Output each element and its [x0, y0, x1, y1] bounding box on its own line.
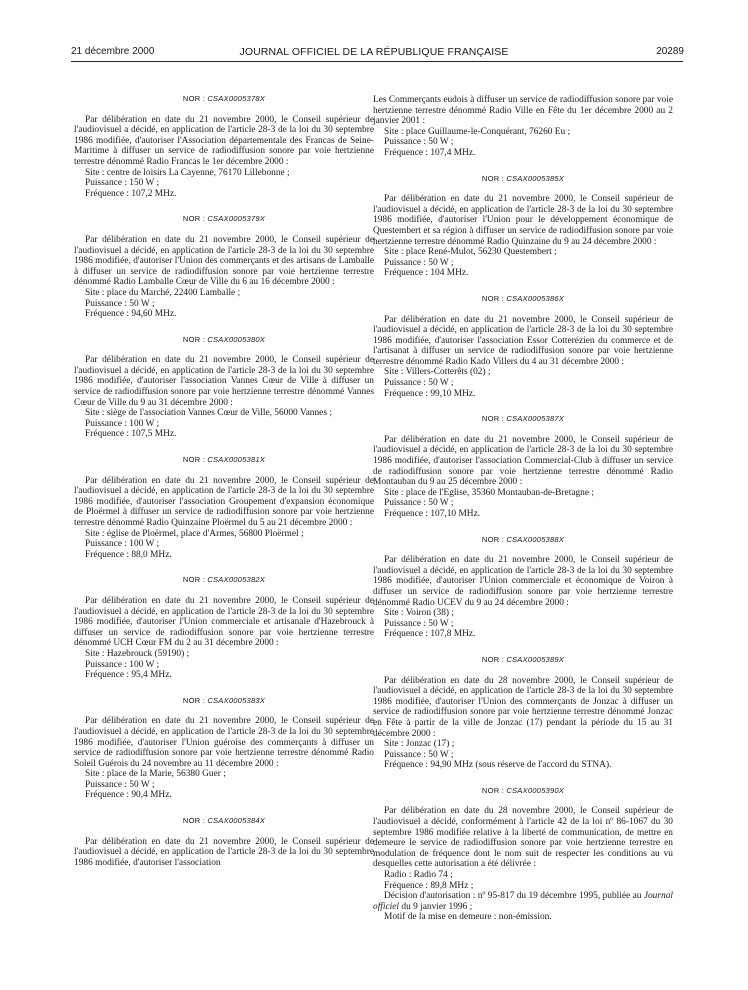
nor-label: NOR : [182, 695, 206, 705]
notice-frequency: Fréquence : 94,60 MHz. [85, 309, 177, 320]
left-column [74, 94, 374, 883]
notice-site: Site : centre de loisirs La Cayenne, 76170 Lillebonne ; [85, 167, 290, 178]
notice-section [74, 214, 374, 319]
notice-section [373, 655, 673, 771]
nor-code: CSAX0005380X [207, 334, 266, 344]
notice-body: Par délibération en date du 21 novembre 2000, le Conseil supérieur de l'audiovisuel a décidé, en application de l'article 28-3 de la loi du 30 septembre 1986 modifiée, d'autoriser l'association [74, 836, 374, 868]
right-column [373, 95, 673, 938]
notice-site: Site : Voiron (38) ; [384, 608, 454, 619]
notice-body: Par délibération en date du 21 novembre 2000, le Conseil supérieur de l'audiovisuel a décidé, en application de l'article 28-3 de la loi du 30 septembre 1986 modifiée, d'autoriser l'association Commercial-Club à diffuser un service de radiodiffusion sonore par voie hertzienne terrestre dénommé Radio Montauban du 9 au 25 décembre 2000 : [373, 434, 673, 488]
nor-code: CSAX0005384X [207, 816, 266, 826]
notice-body: Les Commerçants eudois à diffuser un service de radiodiffusion sonore par voie hertzienne terrestre dénommé Radio Ville en Fête du 1er décembre 2000 au 2 janvier 2001 : [373, 95, 673, 127]
nor-label: NOR : [481, 654, 505, 664]
notice-site: Site : place du Marché, 22400 Lamballe ; [85, 287, 241, 298]
decision-text: Décision d'autorisation : nº 95-817 du 19 décembre 1995, publiée au [384, 891, 644, 902]
notice-body: Par délibération en date du 21 novembre 2000, le Conseil supérieur de l'audiovisuel a décidé, en application de l'article 28-3 de la loi du 30 septembre 1986 modifiée, d'autoriser l'Union des commerçants et des artisans de Lamballe à diffuser un service de radiodiffusion sonore par voie hertzienne terrestre dénommé Radio Lamballe Cœur de Ville du 6 au 16 décembre 2000 : [74, 234, 374, 288]
notice-motif: Motif de la mise en demeure : non-émission. [384, 912, 552, 923]
notice-section [373, 414, 673, 519]
notice-power: Puissance : 50 W ; [85, 298, 155, 309]
notice-frequency: Fréquence : 90,4 MHz. [85, 790, 172, 801]
notice-frequency: Fréquence : 95,4 MHz. [85, 670, 172, 681]
nor-reference [373, 174, 673, 185]
nor-label: NOR : [481, 173, 505, 183]
notice-site: Radio : Radio 74 ; [384, 870, 453, 881]
nor-reference [373, 786, 673, 797]
nor-code: CSAX0005386X [506, 293, 565, 303]
header-rule [71, 61, 683, 62]
notice-decision [373, 891, 673, 912]
nor-label: NOR : [182, 575, 206, 585]
notice-frequency: Fréquence : 107,8 MHz. [384, 629, 476, 640]
notice-site: Site : église de Ploërmel, place d'Armes, 56800 Ploërmel ; [85, 528, 304, 539]
notice-body: Par délibération en date du 21 novembre 2000, le Conseil supérieur de l'audiovisuel a décidé, en application de l'article 28-3 de la loi du 30 septembre 1986 modifiée, d'autoriser l'Union commerciale et artisanale d'Hazebrouck à diffuser un service de radiodiffusion sonore par voie hertzienne terrestre dénommé UCH Cœur FM du 2 au 31 décembre 2000 : [74, 595, 374, 649]
notice-power: Fréquence : 89,8 MHz ; [384, 880, 474, 891]
nor-reference [373, 294, 673, 305]
notice-section [373, 786, 673, 923]
nor-code: CSAX0005389X [506, 654, 565, 664]
notice-body: Par délibération en date du 21 novembre 2000, le Conseil supérieur de l'audiovisuel a décidé, en application de l'article 28-3 de la loi du 30 septembre 1986 modifiée, d'autoriser l'Union guéroise des commerçants à diffuser un service de radiodiffusion sonore par voie hertzienne terrestre dénommé Radio Soleil Guérois du 24 novembre au 11 décembre 2000 : [74, 716, 374, 769]
continued-notice [373, 95, 673, 159]
nor-code: CSAX0005390X [506, 785, 565, 795]
notice-power: Puissance : 100 W ; [85, 659, 160, 670]
nor-label: NOR : [481, 534, 505, 544]
notice-section [74, 575, 374, 680]
notice-site: Site : Jonzac (17) ; [384, 739, 455, 750]
notice-site: Site : place René-Mulot, 56230 Questembert ; [384, 247, 557, 258]
notice-power: Puissance : 50 W ; [384, 618, 454, 629]
page-number: 20289 [656, 46, 684, 57]
notice-power: Puissance : 50 W ; [85, 779, 155, 790]
notice-power: Puissance : 50 W ; [384, 749, 454, 760]
notice-body: Par délibération en date du 21 novembre 2000, le Conseil supérieur de l'audiovisuel a décidé, en application de l'article 28-3 de la loi du 30 septembre 1986 modifiée, d'autoriser l'association Groupement d'expansion économique de Ploërmel à diffuser un service de radiodiffusion sonore par voie hertzienne terrestre dénommé Radio Quinzaine Ploërmel du 5 au 21 décembre 2000 : [74, 475, 374, 528]
nor-reference [373, 655, 673, 666]
notice-body: Par délibération en date du 21 novembre 2000, le Conseil supérieur de l'audiovisuel a décidé, en application de l'article 28-3 de la loi du 30 septembre 1986 modifiée, d'autoriser l'Union pour le développement économique de Questembert et sa région à diffuser un service de radiodiffusion sonore par voie hertzienne terrestre dénommé Radio Quinzaine du 9 au 24 décembre 2000 : [373, 194, 673, 247]
notice-power: Puissance : 50 W ; [384, 498, 454, 509]
notice-body: Par délibération en date du 21 novembre 2000, le Conseil supérieur de l'audiovisuel a décidé, en application de l'article 28-3 de la loi du 30 septembre 1986 modifiée, d'autoriser l'Union commerciale et économique de Voiron à diffuser un service de radiodiffusion sonore par voie hertzienne terrestre dénommé Radio UCEV du 9 au 24 décembre 2000 : [373, 555, 673, 608]
nor-reference [74, 455, 374, 466]
nor-reference [74, 94, 374, 105]
nor-code: CSAX0005387X [506, 414, 565, 424]
nor-label: NOR : [481, 293, 505, 303]
notice-frequency: Fréquence : 94,90 MHz (sous réserve de l'accord du STNA). [384, 760, 612, 771]
notice-power: Puissance : 100 W ; [85, 418, 160, 429]
notice-site: Site : place Guillaume-le-Conquérant, 76260 Eu ; [384, 126, 571, 137]
nor-code: CSAX0005388X [506, 534, 565, 544]
notice-section [74, 455, 374, 560]
notice-section [74, 335, 374, 440]
nor-code: CSAX0005379X [207, 214, 266, 224]
nor-reference [74, 214, 374, 225]
notice-section [74, 696, 374, 801]
notice-frequency: Fréquence : 104 MHz. [384, 268, 469, 279]
nor-label: NOR : [182, 94, 206, 103]
notice-site: Site : Villers-Cotterêts (02) ; [384, 367, 491, 378]
nor-code: CSAX0005383X [207, 695, 266, 705]
notice-power: Puissance : 50 W ; [384, 378, 454, 389]
notice-power: Puissance : 50 W ; [384, 257, 454, 268]
nor-reference [373, 414, 673, 425]
notice-section [373, 174, 673, 279]
nor-reference [373, 535, 673, 546]
notice-frequency: Fréquence : 107,5 MHz. [85, 429, 177, 440]
notice-site: Site : Hazebrouck (59190) ; [85, 648, 190, 659]
notice-site: Site : place de l'Eglise, 35360 Montauban-de-Bretagne ; [384, 487, 594, 498]
nor-label: NOR : [481, 414, 505, 424]
nor-reference [74, 335, 374, 346]
notice-body: Par délibération en date du 21 novembre 2000, le Conseil supérieur de l'audiovisuel a décidé, en application de l'article 28-3 de la loi du 30 septembre 1986 modifiée, d'autoriser l'Association départementale des Francas de Seine-Maritime à diffuser un service de radiodiffusion sonore par voie hertzienne terrestre dénommé Radio Francas le 1er décembre 2000 : [74, 114, 374, 167]
notice-section [74, 816, 374, 868]
nor-reference [74, 696, 374, 707]
notice-section [74, 94, 374, 199]
nor-code: CSAX0005381X [207, 455, 266, 465]
nor-label: NOR : [182, 816, 206, 826]
notice-frequency: Fréquence : 107,2 MHz. [85, 188, 177, 199]
notice-frequency: Fréquence : 88,0 MHz. [85, 549, 172, 560]
notice-section [373, 294, 673, 399]
nor-reference [74, 575, 374, 586]
notice-site: Site : siège de l'association Vannes Cœur de Ville, 56000 Vannes ; [85, 408, 332, 419]
nor-label: NOR : [182, 455, 206, 465]
notice-frequency: Fréquence : 99,10 MHz. [384, 388, 476, 399]
nor-label: NOR : [182, 334, 206, 344]
notice-site: Site : place de la Marie, 56380 Guer ; [85, 769, 226, 780]
notice-body: Par délibération en date du 21 novembre 2000, le Conseil supérieur de l'audiovisuel a décidé, en application de l'article 28-3 de la loi du 30 septembre 1986 modifiée, d'autoriser l'association Essor Cotterézien du commerce et de l'artisanat à diffuser un service de radiodiffusion sonore par voie hertzienne terrestre dénommé Radio Kado Villers du 4 au 31 décembre 2000 : [373, 314, 673, 367]
header-date: 21 décembre 2000 [71, 46, 155, 57]
journal-title: JOURNAL OFFICIEL DE LA RÉPUBLIQUE FRANÇAISE [239, 46, 509, 58]
notice-body: Par délibération en date du 28 novembre 2000, le Conseil supérieur de l'audiovisuel a décidé, en application de l'article 28-3 de la loi du 30 septembre 1986 modifiée, d'autoriser l'Union des commerçants de Jonzac à diffuser un service de radiodiffusion sonore par voie hertzienne terrestre dénommé Jonzac en Fête à partir de la ville de Jonzac (17) pendant la période du 15 au 31 décembre 2000 : [373, 675, 673, 739]
page-header [0, 46, 748, 60]
nor-code: CSAX0005385X [506, 173, 565, 183]
nor-label: NOR : [481, 785, 505, 795]
nor-reference [74, 816, 374, 827]
notice-power: Puissance : 100 W ; [85, 539, 160, 550]
nor-label: NOR : [182, 214, 206, 224]
notice-power: Puissance : 50 W ; [384, 137, 454, 148]
notice-section [373, 535, 673, 640]
notice-frequency: Fréquence : 107,4 MHz. [384, 147, 476, 158]
decision-date: du 9 janvier 1996 ; [399, 901, 473, 912]
nor-code: CSAX0005382X [207, 575, 266, 585]
journal-name: Journal officiel [373, 891, 673, 912]
nor-code: CSAX0005378X [207, 94, 266, 103]
notice-body: Par délibération en date du 21 novembre 2000, le Conseil supérieur de l'audiovisuel a décidé, en application de l'article 28-3 de la loi du 30 septembre 1986 modifiée, d'autoriser l'association Vannes Cœur de Ville à diffuser un service de radiodiffusion sonore par voie hertzienne terrestre dénommé Vannes Cœur de Ville du 9 au 31 décembre 2000 : [74, 355, 374, 408]
notice-frequency: Fréquence : 107,10 MHz. [384, 509, 481, 519]
notice-body: Par délibération en date du 28 novembre 2000, le Conseil supérieur de l'audiovisuel a décidé, conformément à l'article 42 de la loi nº 86-1067 du 30 septembre 1986 modifiée relative à la liberté de communication, de mettre en demeure le service de radiodiffusion sonore par voie hertzienne terrestre en modulation de fréquence dont le nom suit de respecter les conditions au vu desquelles cette autorisation a été délivrée : [373, 806, 673, 870]
notice-power: Puissance : 150 W ; [85, 178, 160, 189]
